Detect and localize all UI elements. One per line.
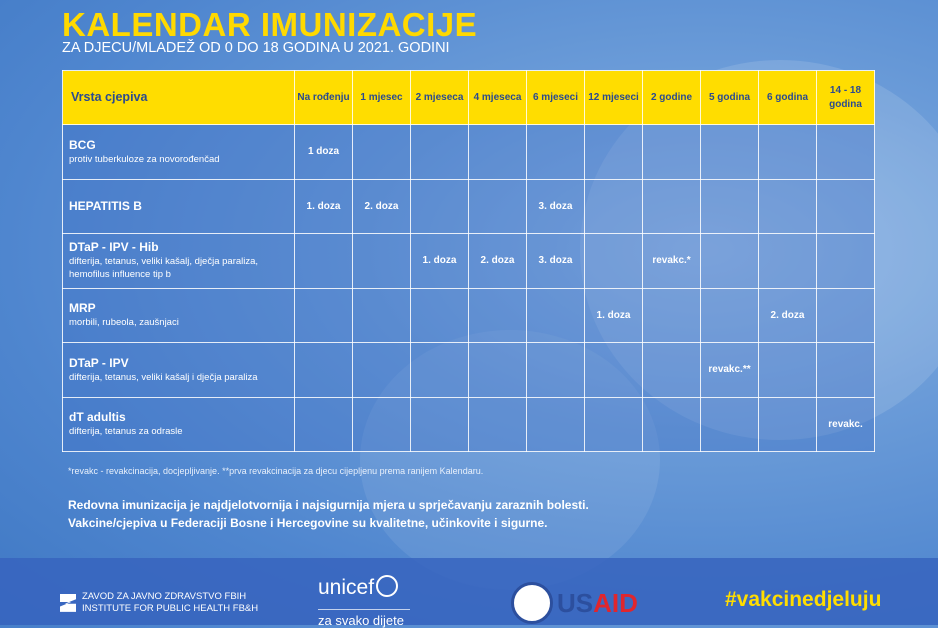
- dose-cell: [643, 343, 701, 398]
- vaccine-name: DTaP - IPV: [69, 355, 129, 370]
- dose-cell: 1. doza: [295, 179, 353, 234]
- immunization-table: [62, 70, 875, 452]
- dose-cell: [469, 125, 527, 180]
- column-header: 1 mjesec: [353, 71, 411, 125]
- vaccine-name: BCG: [69, 137, 96, 152]
- column-header: 2 mjeseca: [411, 71, 469, 125]
- usaid-us: US: [557, 587, 594, 618]
- dose-cell: [585, 179, 643, 234]
- vaccine-name-cell: [63, 343, 295, 398]
- dose-cell: [295, 397, 353, 452]
- dose-cell: [759, 343, 817, 398]
- dose-cell: [527, 125, 585, 180]
- dose-cell: revakc.: [817, 397, 875, 452]
- dose-cell: [701, 397, 759, 452]
- dose-cell: [353, 343, 411, 398]
- dose-cell: [295, 234, 353, 289]
- footnote: *revakc - revakcinacija, docjepljivanje. **prva revakcinacija za djecu cijepljenu prema ranijem Kalendaru.: [68, 466, 484, 476]
- dose-cell: [759, 234, 817, 289]
- dose-cell: [817, 179, 875, 234]
- dose-cell: [295, 288, 353, 343]
- dose-cell: 2. doza: [759, 288, 817, 343]
- vaccine-description: protiv tuberkuloze za novorođenčad: [69, 153, 220, 165]
- dose-cell: [701, 125, 759, 180]
- vaccine-name: HEPATITIS B: [69, 199, 142, 214]
- table-row: [63, 397, 875, 452]
- dose-cell: 1 doza: [295, 125, 353, 180]
- key-message: [68, 496, 589, 532]
- dose-cell: [353, 397, 411, 452]
- dose-cell: revakc.*: [643, 234, 701, 289]
- dose-cell: [759, 125, 817, 180]
- table-row: [63, 179, 875, 234]
- dose-cell: [353, 288, 411, 343]
- vaccine-name-cell: [63, 397, 295, 452]
- column-header: 6 godina: [759, 71, 817, 125]
- dose-cell: [585, 397, 643, 452]
- column-header: 5 godina: [701, 71, 759, 125]
- dose-cell: [817, 343, 875, 398]
- message-line: Vakcine/cjepiva u Federaciji Bosne i Hercegovine su kvalitetne, učinkovite i sigurne.: [68, 516, 548, 530]
- zavod-name: ZAVOD ZA JAVNO ZDRAVSTVO FBIH: [82, 591, 247, 602]
- dose-cell: [643, 288, 701, 343]
- column-header: 2 godine: [643, 71, 701, 125]
- vaccine-name-cell: [63, 288, 295, 343]
- dose-cell: [585, 125, 643, 180]
- dose-cell: [643, 397, 701, 452]
- column-header: 6 mjeseci: [527, 71, 585, 125]
- table-row: [63, 234, 875, 289]
- dose-cell: [411, 397, 469, 452]
- hashtag: #vakcinedjeluju: [725, 588, 882, 611]
- zavod-logo-icon: [60, 594, 76, 612]
- vaccine-description: difterija, tetanus, veliki kašalj i dječja paraliza: [69, 371, 258, 383]
- dose-cell: 3. doza: [527, 234, 585, 289]
- page-title: KALENDAR IMUNIZACIJE: [62, 6, 478, 43]
- dose-cell: [817, 234, 875, 289]
- vaccine-name: DTaP - IPV - Hib: [69, 240, 159, 255]
- dose-cell: 3. doza: [527, 179, 585, 234]
- column-header: 12 mjeseci: [585, 71, 643, 125]
- dose-cell: [585, 343, 643, 398]
- dose-cell: [353, 125, 411, 180]
- dose-cell: [411, 125, 469, 180]
- dose-cell: [701, 179, 759, 234]
- vaccine-name-cell: [63, 125, 295, 180]
- dose-cell: [585, 234, 643, 289]
- dose-cell: [469, 288, 527, 343]
- unicef-logo: [318, 575, 404, 628]
- zavod-logo: [60, 591, 258, 615]
- column-header: Vrsta cjepiva: [63, 71, 295, 125]
- dose-cell: [411, 343, 469, 398]
- dose-cell: [817, 288, 875, 343]
- message-line: Redovna imunizacija je najdjelotvornija i najsigurnija mjera u sprječavanju zaraznih bolesti.: [68, 498, 589, 512]
- table-header-row: [63, 71, 875, 125]
- vaccine-description: difterija, tetanus za odrasle: [69, 426, 183, 438]
- dose-cell: [411, 179, 469, 234]
- dose-cell: 1. doza: [411, 234, 469, 289]
- dose-cell: revakc.**: [701, 343, 759, 398]
- vaccine-name-cell: [63, 179, 295, 234]
- unicef-wordmark: unicef: [318, 576, 375, 599]
- dose-cell: [643, 125, 701, 180]
- dose-cell: [701, 234, 759, 289]
- table-row: [63, 343, 875, 398]
- dose-cell: [643, 179, 701, 234]
- table-row: [63, 125, 875, 180]
- zavod-name-en: INSTITUTE FOR PUBLIC HEALTH FB&H: [82, 602, 259, 614]
- dose-cell: [701, 288, 759, 343]
- dose-cell: 2. doza: [469, 234, 527, 289]
- column-header: 14 - 18 godina: [817, 71, 875, 125]
- dose-cell: [527, 397, 585, 452]
- dose-cell: [469, 179, 527, 234]
- dose-cell: [469, 343, 527, 398]
- dose-cell: 2. doza: [353, 179, 411, 234]
- unicef-globe-icon: [376, 575, 398, 597]
- table-row: [63, 288, 875, 343]
- dose-cell: [527, 343, 585, 398]
- usaid-seal-icon: [511, 582, 553, 624]
- column-header: 4 mjeseca: [469, 71, 527, 125]
- dose-cell: [817, 125, 875, 180]
- unicef-tagline: za svako dijete: [318, 613, 404, 628]
- vaccine-name: dT adultis: [69, 410, 126, 425]
- usaid-aid: AID: [593, 587, 638, 618]
- dose-cell: [353, 234, 411, 289]
- vaccine-description: morbili, rubeola, zaušnjaci: [69, 317, 179, 329]
- vaccine-description: difterija, tetanus, veliki kašalj, dječja paraliza, hemofilus influence tip b: [69, 256, 259, 280]
- dose-cell: [527, 288, 585, 343]
- page-subtitle: ZA DJECU/MLADEŽ OD 0 DO 18 GODINA U 2021. GODINI: [62, 40, 450, 56]
- vaccine-name-cell: [63, 234, 295, 289]
- vaccine-name: MRP: [69, 301, 96, 316]
- dose-cell: [411, 288, 469, 343]
- dose-cell: [295, 343, 353, 398]
- dose-cell: [469, 397, 527, 452]
- dose-cell: 1. doza: [585, 288, 643, 343]
- usaid-logo: [511, 582, 638, 624]
- dose-cell: [759, 397, 817, 452]
- column-header: Na rođenju: [295, 71, 353, 125]
- dose-cell: [759, 179, 817, 234]
